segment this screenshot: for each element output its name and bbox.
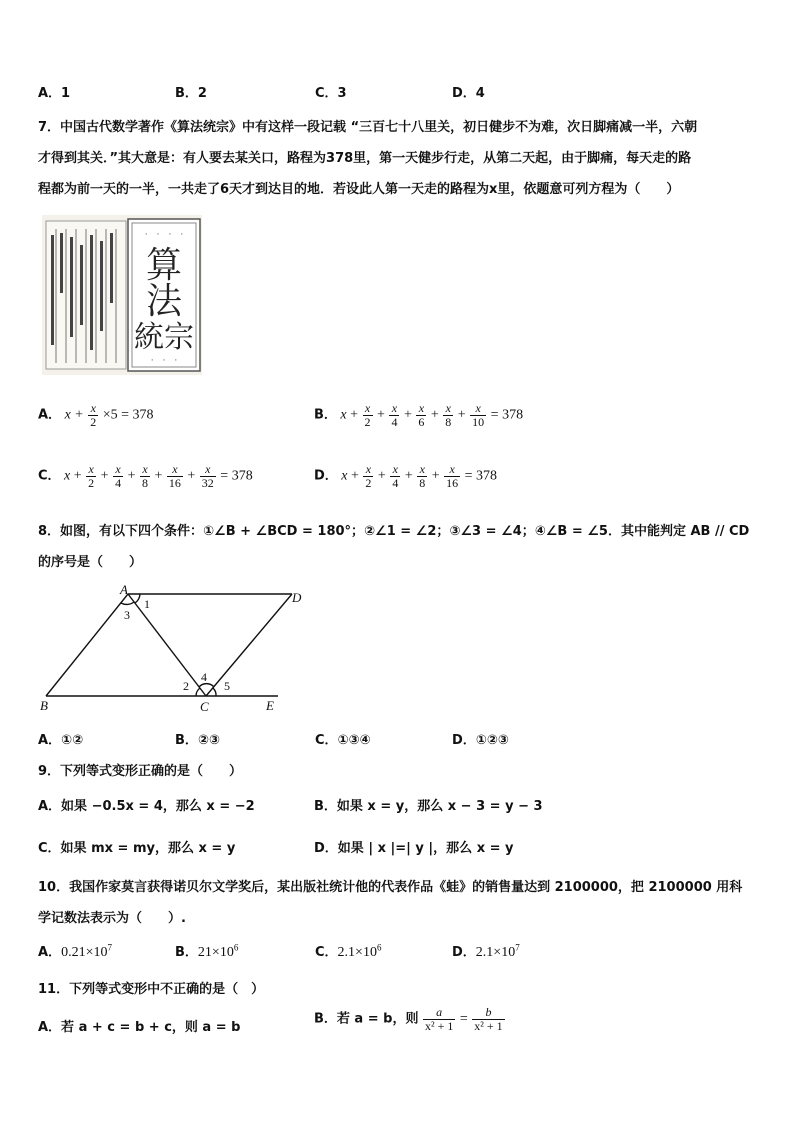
angle-1: 1: [144, 597, 150, 611]
q8-option-b: B．②③: [175, 733, 220, 748]
book-title-glyph-3: 統宗: [134, 320, 194, 355]
q6-option-c: C．3: [315, 86, 347, 101]
q8-stem-line2: 的序号是（ ）: [38, 555, 143, 570]
segment-ab: [46, 594, 128, 696]
svg-text:· · · ·: · · · ·: [144, 230, 184, 240]
q11-stem: 11．下列等式变形中不正确的是（ ）: [38, 982, 265, 997]
angle-2: 2: [183, 679, 189, 693]
label-a: A: [120, 584, 128, 597]
segment-cd: [206, 594, 292, 696]
q8-option-c: C．①③④: [315, 733, 371, 748]
segment-ac: [128, 594, 206, 696]
q7-stem-line1: 7．中国古代数学著作《算法统宗》中有这样一段记载 “三百七十八里关，初日健步不为难，次日脚痛减一半，六朝: [38, 120, 698, 135]
q10-stem-line1: 10．我国作家莫言获得诺贝尔文学奖后，某出版社统计他的代表作品《蛙》的销售量达到 2100000，把 2100000 用科: [38, 880, 743, 895]
q10-stem-line2: 学记数法表示为（ ）.: [38, 911, 186, 926]
q7-option-c: C． x + $\frac{x}{2}$ + $\frac{x}{4}$ + $\frac{x}{8}$ + $\frac{x}{16}$ + $\frac{x}{32}$ = 378: [38, 462, 253, 490]
q6-option-d: D．4: [452, 86, 485, 101]
label-e: E: [266, 698, 274, 713]
svg-text:· · ·: · · ·: [150, 356, 178, 366]
q8-stem-line1: 8．如图，有以下四个条件：①∠B + ∠BCD = 180°；②∠1 = ∠2；③∠3 = ∠4；④∠B = ∠5．其中能判定 AB // CD: [38, 524, 750, 539]
angle-4: 4: [201, 670, 207, 684]
q7-option-a: A． x + $\frac{x}{2}$ ×5 = 378: [38, 401, 154, 429]
q6-option-b: B．2: [175, 86, 207, 101]
label-c: C: [200, 699, 209, 714]
q6-option-a: A．1: [38, 86, 71, 101]
label-d: D: [292, 590, 302, 605]
book-title-glyph-2: 法: [145, 281, 183, 322]
q8-option-a: A．①②: [38, 733, 84, 748]
q9-option-c: C．如果 mx = my，那么 x = y: [38, 841, 236, 856]
q7-stem-line3: 程都为前一天的一半，一共走了6天才到达目的地．若设此人第一天走的路程为x里，依题意可列方程为（ ）: [38, 182, 680, 197]
q10-option-b: B．$21\times 10^6$: [175, 942, 239, 960]
q10-option-c: C．$2.1\times 10^6$: [315, 942, 382, 960]
q10-option-a: A．$0.21\times 10^7$: [38, 942, 112, 960]
q9-stem: 9．下列等式变形正确的是（ ）: [38, 764, 243, 779]
angle-5: 5: [224, 679, 230, 693]
q11-option-a: A．若 a + c = b + c，则 a = b: [38, 1020, 241, 1035]
q11-option-b: B．若 a = b，则 $\frac{a}{\text{x² + 1}}$ = $\frac{b}{\text{x² + 1}}$: [314, 1005, 503, 1033]
q9-option-a: A．如果 −0.5x = 4，那么 x = −2: [38, 799, 255, 814]
book-cover-image: [42, 215, 202, 375]
q10-option-d: D．$2.1\times 10^7$: [452, 942, 520, 960]
q8-geometry-figure: [36, 584, 326, 716]
book-title-glyph-1: 算: [145, 245, 183, 286]
q9-option-d: D．如果 | x |=| y |，那么 x = y: [314, 841, 514, 856]
label-b: B: [40, 698, 48, 713]
angle-3: 3: [124, 608, 130, 622]
q7-option-b: B． x + $\frac{x}{2}$ + $\frac{x}{4}$ + $\frac{x}{6}$ + $\frac{x}{8}$ + $\frac{x}{10}$ = 378: [314, 401, 524, 429]
q7-option-d: D． x + $\frac{x}{2}$ + $\frac{x}{4}$ + $\frac{x}{8}$ + $\frac{x}{16}$ = 378: [314, 462, 498, 490]
q7-stem-line2: 才得到其关．”其大意是：有人要去某关口，路程为378里，第一天健步行走，从第二天起，由于脚痛，每天走的路: [38, 151, 692, 166]
q9-option-b: B．如果 x = y，那么 x − 3 = y − 3: [314, 799, 543, 814]
q8-option-d: D．①②③: [452, 733, 509, 748]
